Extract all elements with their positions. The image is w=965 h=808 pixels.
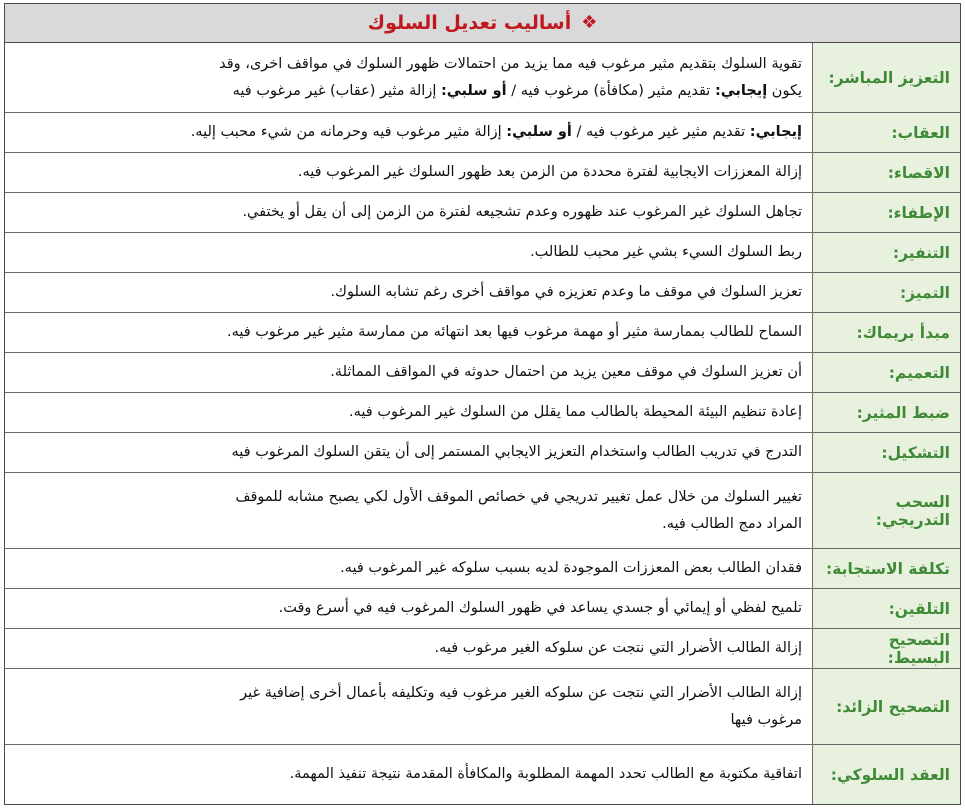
definition-line: المراد دمج الطالب فيه.: [662, 515, 802, 532]
table-row: [5, 153, 960, 193]
term-cell: ضبط المثير:: [812, 393, 960, 432]
definition-line: مرغوب فيها: [730, 711, 802, 728]
definition-cell: فقدان الطالب بعض المعززات الموجودة لديه بسبب سلوكه غير المرغوب فيه.: [340, 560, 802, 577]
definition-cell: إعادة تنظيم البيئة المحيطة بالطالب مما يقلل من السلوك غير المرغوب فيه.: [349, 404, 802, 421]
definition-bold-text: إيجابي:: [714, 82, 768, 99]
definition-cell: التدرج في تدريب الطالب واستخدام التعزيز الايجابي المستمر إلى أن يتقن السلوك المرغوب فيه: [231, 444, 802, 461]
table-row: [5, 353, 960, 393]
definition-cell: السماح للطالب بممارسة مثير أو مهمة مرغوب فيها بعد انتهائه من ممارسة مثير غير مرغوب فيه.: [226, 324, 802, 341]
definition-cell: [5, 43, 812, 112]
table-row: [5, 745, 960, 804]
definition-cell: [5, 473, 812, 548]
term-cell: التشكيل:: [812, 433, 960, 472]
page-title: أساليب تعديل السلوك: [367, 12, 572, 34]
definition-line: تقوية السلوك بتقديم مثير مرغوب فيه مما يزيد من احتمالات ظهور السلوك في مواقف اخرى، وقد: [219, 55, 802, 72]
table-row: [5, 273, 960, 313]
diamond-bullet-icon: ❖: [581, 12, 598, 33]
term-cell: العقد السلوكي:: [812, 745, 960, 804]
term-cell: السحب التدريجي:: [812, 473, 960, 548]
table-row: [5, 113, 960, 153]
definition-cell: إزالة الطالب الأضرار التي نتجت عن سلوكه الغير مرغوب فيه.: [434, 640, 802, 657]
definition-text: تقديم مثير (مكافأة) مرغوب فيه /: [506, 82, 715, 99]
term-cell: مبدأ بريماك:: [812, 313, 960, 352]
definition-cell: أن تعزيز السلوك في موقف معين يزيد من احتمال حدوثه في المواقف المماثلة.: [330, 364, 802, 381]
term-cell: الاقصاء:: [812, 153, 960, 192]
definition-cell: تعزيز السلوك في موقف ما وعدم تعزيزه في مواقف أخرى رغم تشابه السلوك.: [330, 284, 802, 301]
term-cell: التنفير:: [812, 233, 960, 272]
definition-text: يكون: [767, 82, 802, 99]
table-row: [5, 43, 960, 113]
definition-text: إزالة مثير (عقاب) غير مرغوب فيه: [232, 82, 441, 99]
term-cell: التميز:: [812, 273, 960, 312]
definition-line: تغيير السلوك من خلال عمل تغيير تدريجي في خصائص الموقف الأول لكي يصبح مشابه للموقف: [235, 488, 802, 505]
term-cell: التصحيح الزائد:: [812, 669, 960, 744]
term-cell: التلقين:: [812, 589, 960, 628]
definition-cell: [5, 113, 812, 152]
definition-text: تقديم مثير غير مرغوب فيه /: [571, 124, 750, 141]
term-cell: التصحيح البسيط:: [812, 629, 960, 668]
definition-bold-text: أو سلبي:: [506, 124, 572, 141]
definition-cell: [5, 669, 812, 744]
table-row: [5, 433, 960, 473]
definition-line: [17, 119, 802, 146]
definition-cell: تلميح لفظي أو إيمائي أو جسدي يساعد في ظهور السلوك المرغوب فيه في أسرع وقت.: [278, 600, 802, 617]
table-row: [5, 313, 960, 353]
table-row: [5, 393, 960, 433]
definition-cell: ربط السلوك السيء بشي غير محبب للطالب.: [530, 244, 802, 261]
table-row: [5, 233, 960, 273]
definition-text: إزالة مثير مرغوب فيه وحرمانه من شيء محبب إليه.: [190, 124, 507, 141]
definition-line: إزالة الطالب الأضرار التي نتجت عن سلوكه الغير مرغوب فيه وتكليفه بأعمال أخرى إضافية غير: [240, 684, 802, 701]
term-cell: التعزيز المباشر:: [812, 43, 960, 112]
term-cell: تكلفة الاستجابة:: [812, 549, 960, 588]
table-row: [5, 193, 960, 233]
table-row: [5, 473, 960, 549]
behavior-modification-table: [4, 3, 961, 805]
table-row: [5, 629, 960, 669]
table-row: [5, 549, 960, 589]
term-cell: العقاب:: [812, 113, 960, 152]
term-cell: التعميم:: [812, 353, 960, 392]
definition-cell: تجاهل السلوك غير المرغوب عند ظهوره وعدم تشجيعه لفترة من الزمن إلى أن يقل أو يختفي.: [242, 204, 802, 221]
definition-line: [17, 78, 802, 105]
table-row: [5, 589, 960, 629]
table-row: [5, 669, 960, 745]
definition-cell: إزالة المعززات الايجابية لفترة محددة من الزمن بعد ظهور السلوك غير المرغوب فيه.: [297, 164, 802, 181]
term-cell: الإطفاء:: [812, 193, 960, 232]
table-title-bar: [5, 4, 960, 43]
definition-cell: اتفاقية مكتوبة مع الطالب تحدد المهمة المطلوبة والمكافأة المقدمة نتيجة تنفيذ المهمة.: [289, 766, 802, 783]
definition-bold-text: أو سلبي:: [440, 82, 507, 99]
definition-bold-text: إيجابي:: [749, 124, 802, 141]
